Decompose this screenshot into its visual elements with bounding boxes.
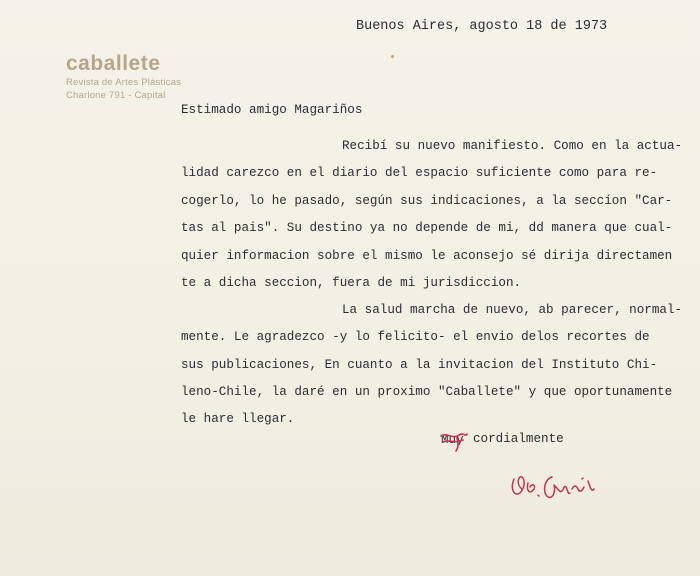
letter-line-3: cogerlo, lo he pasado, según sus indicaciones, a la seccíon "Car- [181, 194, 673, 208]
letter-line-8: mente. Le agradezco -y lo felicito- el envio delos recortes de [181, 330, 650, 344]
letter-line-2: lidad carezco en el diario del espacio suficiente como para re- [181, 166, 658, 180]
ink-speck [391, 55, 394, 58]
letter-line-6: te a dicha seccion, fuera de mi jurisdiccion. [181, 276, 522, 290]
letterhead-address: Charlone 791 - Capital [66, 90, 166, 101]
letter-line-1: Recibí su nuevo manifiesto. Como en la actua- [342, 139, 683, 153]
handwritten-signature [508, 459, 604, 505]
closing-struck-word: Muy [441, 433, 464, 447]
letter-line-5: quier informacion sobre el mismo le aconsejo sé dirija directamen [181, 249, 673, 263]
letterhead-brand: caballete [66, 52, 161, 75]
letterhead-subtitle: Revista de Artes Plásticas [66, 77, 182, 88]
letter-line-10: leno-Chile, la daré en un proximo "Caballete" y que oportunamente [181, 385, 673, 399]
letter-date: Buenos Aires, agosto 18 de 1973 [356, 19, 608, 34]
letter-salutation: Estimado amigo Magariños [181, 103, 363, 117]
letter-line-9: sus publicaciones, En cuanto a la invitacion del Instituto Chi- [181, 358, 658, 372]
letterhead [66, 52, 181, 102]
letter-closing: cordialmente [473, 432, 564, 446]
letter-line-7: La salud marcha de nuevo, ab parecer, normal- [342, 303, 683, 317]
letter-line-4: tas al pais". Su destino ya no depende de mi, dd manera que cual- [181, 221, 673, 235]
letter-line-11: le hare llegar. [181, 412, 295, 426]
